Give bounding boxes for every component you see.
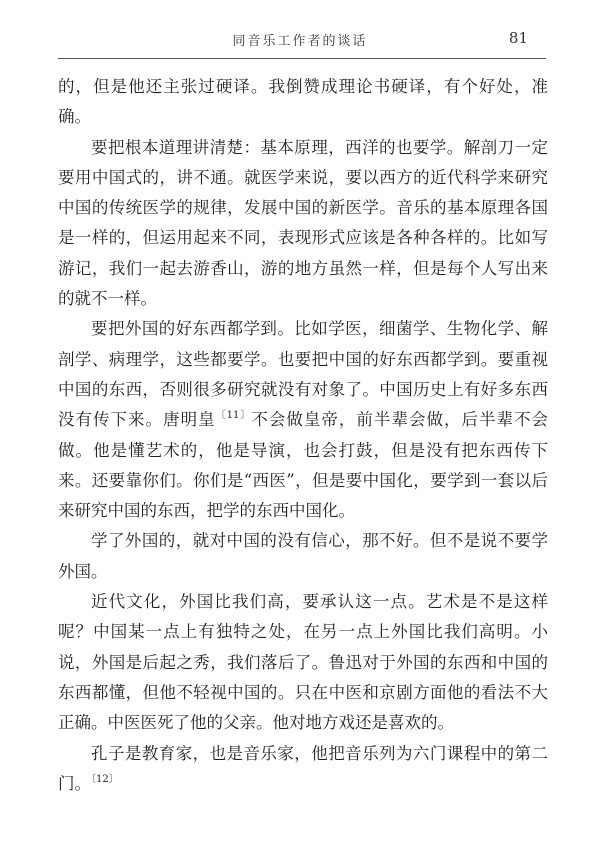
running-title: 同音乐工作者的谈话 [232,34,368,49]
footnote-ref-11: 〔11〕 [215,410,252,422]
paragraph-3-text-before: 要把外国的好东西都学到。比如学医，细菌学、生物化学、解剖学、病理学，这些都要学。也要把中国的好东西都学到。要重视中国的东西，否则很多研究就没有对象了。中国历史上有好多东西没有传下来。唐明皇 [58,319,548,430]
paragraph-6-text-before: 孔子是教育家，也是音乐家，他把音乐列为六门课程中的第二门。 [58,743,548,793]
paragraph-4: 学了外国的，就对中国的没有信心，那不好。但不是说不要学外国。 [58,531,548,581]
paragraph-1: 的，但是他还主张过硬译。我倒赞成理论书硬译，有个好处，准确。 [58,77,548,127]
header-rule [58,58,546,59]
paragraph-2: 要把根本道理讲清楚：基本原理，西洋的也要学。解剖刀一定要用中国式的，讲不通。就医学来说，要以西方的近代科学来研究中国的传统医学的规律，发展中国的新医学。音乐的基本原理各国是一样的，但运用起来不同，表现形式应该是各种各样的。比如写游记，我们一起去游香山，游的地方虽然一样，但是每个人写出来的就不一样。 [58,137,548,309]
paragraph-3-text-after: 不会做皇帝，前半辈会做，后半辈不会做。他是懂艺术的，他是导演，也会打鼓，但是没有把东西传下来。还要靠你们。你们是“西医”，但是要中国化，要学到一套以后来研究中国的东西，把学的东西中国化。 [58,410,549,521]
paragraph-5: 近代文化，外国比我们高，要承认这一点。艺术是不是这样呢？中国某一点上有独特之处，在另一点上外国比我们高明。小说，外国是后起之秀，我们落后了。鲁迅对于外国的东西和中国的东西都懂，但他不轻视中国的。只在中医和京剧方面他的看法不大正确。中医医死了他的父亲。他对地方戏还是喜欢的。 [58,592,548,733]
footnote-ref-12: 〔12〕 [91,773,119,785]
body-text [58,72,548,799]
paragraph-6 [58,739,548,800]
paragraph-3 [58,314,548,526]
page-number: 81 [508,29,528,47]
running-head [0,30,600,54]
